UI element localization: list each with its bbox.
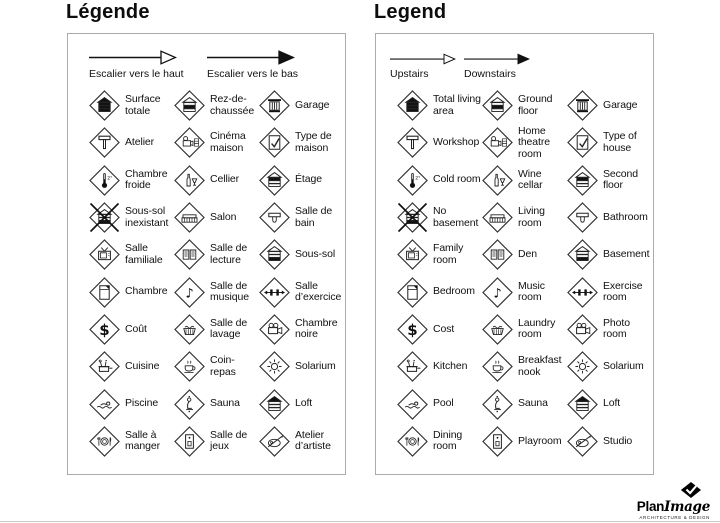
legend-item: [396, 348, 481, 385]
svg-text:♪: ♪: [185, 286, 194, 302]
stairs-arrow-label: Escalier vers le haut: [89, 68, 184, 80]
playroom-icon: [173, 425, 206, 458]
legend-item: [396, 273, 481, 310]
legend-item-label: Kitchen: [433, 359, 468, 372]
legend-item: [88, 162, 173, 199]
legend-item: [481, 273, 566, 310]
legend-item: [481, 385, 566, 422]
sauna-icon: [173, 388, 206, 421]
breakfast-nook-icon: [481, 350, 514, 383]
sauna-icon: [481, 388, 514, 421]
legend-item-label: Type of house: [603, 130, 637, 154]
cost-icon: [88, 313, 121, 346]
legend-item: [258, 385, 343, 422]
home-theatre-icon: [173, 126, 206, 159]
svg-text:2°: 2°: [415, 176, 421, 182]
loft-icon: [566, 388, 599, 421]
legend-item: [88, 87, 173, 124]
legend-panel-french: [67, 33, 346, 475]
planimage-diamond-check-icon: [678, 482, 702, 500]
legend-item: [481, 199, 566, 236]
legend-item: [396, 199, 481, 236]
legend-item: [566, 162, 651, 199]
legend-item-label: Dining room: [433, 428, 463, 453]
legend-item-label: Cellier: [210, 173, 240, 186]
legend-item-label: Chambre froide: [125, 167, 168, 192]
legend-grid-french: [88, 87, 343, 460]
legend-item-label: Home theatre room: [518, 124, 550, 160]
legend-item: [396, 162, 481, 199]
solarium-icon: [566, 350, 599, 383]
arrow-open-icon: [390, 52, 456, 66]
arrow-filled-icon: [207, 49, 298, 66]
stairs-arrow-item: [89, 49, 184, 80]
legend-item-label: Chambre: [125, 285, 168, 298]
legend-item-label: Photo room: [603, 316, 630, 341]
legend-item-label: Den: [518, 248, 537, 261]
legend-item: [566, 236, 651, 273]
legend-item: [88, 124, 173, 161]
no-basement-icon: [396, 201, 429, 234]
basement-icon: [566, 238, 599, 271]
legend-item: [258, 162, 343, 199]
legend-item-label: Salle de lecture: [210, 242, 248, 266]
legend-item: [566, 124, 651, 161]
legend-item-label: Total living area: [433, 93, 481, 117]
legend-item: [173, 199, 258, 236]
second-floor-icon: [258, 164, 291, 197]
legend-item-label: Loft: [603, 397, 621, 410]
planimage-wordmark: [637, 500, 710, 514]
legend-item-label: Solarium: [295, 359, 336, 372]
legend-item: [88, 348, 173, 385]
legend-item-label: Atelier d’artiste: [295, 428, 331, 453]
legend-item-label: Pool: [433, 397, 454, 410]
legend-item-label: Family room: [433, 242, 464, 266]
legend-item: [88, 385, 173, 422]
legend-item: [258, 124, 343, 161]
svg-text:♪: ♪: [493, 286, 502, 302]
legend-item-label: Sous-sol: [295, 248, 336, 261]
legend-item: [481, 162, 566, 199]
legend-item: [88, 273, 173, 310]
legend-item-label: Wine cellar: [518, 167, 543, 192]
stairs-arrow-item: [464, 49, 530, 80]
legend-item-label: Salon: [210, 210, 237, 223]
svg-text:2°: 2°: [107, 176, 113, 182]
legend-item: [481, 87, 566, 124]
legend-item-label: Cuisine: [125, 359, 160, 372]
legend-item-label: Bedroom: [433, 285, 475, 298]
laundry-room-icon: [481, 313, 514, 346]
garage-icon: [258, 89, 291, 122]
legend-item: [173, 162, 258, 199]
legend-item-label: Coût: [125, 322, 147, 335]
pool-icon: [88, 388, 121, 421]
legend-item: [173, 236, 258, 273]
type-of-house-icon: [566, 126, 599, 159]
playroom-icon: [481, 425, 514, 458]
legend-item-label: Coin-repas: [210, 354, 236, 378]
bedroom-icon: [396, 276, 429, 309]
legend-item: [258, 236, 343, 273]
legend-item-label: Sauna: [210, 397, 240, 410]
legend-item: [258, 311, 343, 348]
legend-item: [173, 385, 258, 422]
legend-item: [566, 311, 651, 348]
legend-item: [396, 124, 481, 161]
studio-icon: [258, 425, 291, 458]
legend-item-label: Bathroom: [603, 210, 648, 223]
photo-room-icon: [258, 313, 291, 346]
legend-item: [566, 199, 651, 236]
legend-item-label: Living room: [518, 205, 545, 229]
legend-item-label: Garage: [603, 98, 638, 111]
legend-item: [88, 236, 173, 273]
bathroom-icon: [258, 201, 291, 234]
legend-item: [173, 311, 258, 348]
ground-floor-icon: [481, 89, 514, 122]
legend-item: [566, 273, 651, 310]
family-room-icon: [396, 238, 429, 271]
legend-item: [88, 311, 173, 348]
dining-room-icon: [396, 425, 429, 458]
legend-item-label: Sous-sol inexistant: [125, 205, 169, 229]
stairs-arrow-label: Downstairs: [464, 68, 516, 80]
legend-item: [173, 423, 258, 460]
legend-item: [396, 311, 481, 348]
svg-text:$: $: [407, 320, 418, 339]
music-room-icon: [173, 276, 206, 309]
legend-item-label: Studio: [603, 434, 633, 447]
legend-item-label: Piscine: [125, 397, 159, 410]
cold-room-icon: [88, 164, 121, 197]
kitchen-icon: [396, 350, 429, 383]
kitchen-icon: [88, 350, 121, 383]
logo-plan-text: Plan: [636, 499, 665, 514]
solarium-icon: [258, 350, 291, 383]
page-bottom-rule: [0, 521, 720, 522]
page-title-english: Legend: [374, 1, 447, 23]
planimage-logo: [637, 482, 710, 520]
legend-item-label: Solarium: [603, 359, 644, 372]
legend-item: [258, 273, 343, 310]
workshop-icon: [396, 126, 429, 159]
legend-item-label: Cost: [433, 322, 455, 335]
legend-item: [258, 423, 343, 460]
total-area-icon: [396, 89, 429, 122]
stairs-arrow-label: Upstairs: [390, 68, 429, 80]
legend-item: [88, 199, 173, 236]
loft-icon: [258, 388, 291, 421]
total-area-icon: [88, 89, 121, 122]
breakfast-nook-icon: [173, 350, 206, 383]
page-title-french: Légende: [66, 1, 150, 23]
wine-cellar-icon: [481, 164, 514, 197]
laundry-room-icon: [173, 313, 206, 346]
legend-item-label: Breakfast nook: [518, 354, 562, 378]
second-floor-icon: [566, 164, 599, 197]
type-of-house-icon: [258, 126, 291, 159]
workshop-icon: [88, 126, 121, 159]
legend-item: [173, 87, 258, 124]
legend-item: [258, 199, 343, 236]
legend-item: [396, 87, 481, 124]
cost-icon: [396, 313, 429, 346]
stairs-arrow-item: [390, 49, 456, 80]
dining-room-icon: [88, 425, 121, 458]
legend-item-label: Salle à manger: [125, 428, 161, 453]
ground-floor-icon: [173, 89, 206, 122]
legend-item-label: Type de maison: [295, 130, 332, 154]
legend-item-label: Garage: [295, 98, 330, 111]
legend-item-label: Second floor: [603, 167, 639, 192]
garage-icon: [566, 89, 599, 122]
no-basement-icon: [88, 201, 121, 234]
arrow-open-icon: [89, 49, 184, 66]
legend-item: [481, 236, 566, 273]
legend-grid-english: [396, 87, 651, 460]
legend-item-label: Salle de musique: [210, 279, 249, 304]
legend-item: [173, 348, 258, 385]
music-room-icon: [481, 276, 514, 309]
legend-item: [258, 348, 343, 385]
legend-item: [566, 385, 651, 422]
legend-panel-english: [375, 33, 654, 475]
legend-item: [566, 423, 651, 460]
living-room-icon: [173, 201, 206, 234]
svg-text:$: $: [99, 320, 110, 339]
legend-item-label: Salle familiale: [125, 242, 163, 266]
family-room-icon: [88, 238, 121, 271]
legend-item-label: Atelier: [125, 136, 155, 149]
legend-item-label: Playroom: [518, 434, 562, 447]
legend-item-label: Cold room: [433, 173, 481, 186]
exercise-room-icon: [566, 276, 599, 309]
wine-cellar-icon: [173, 164, 206, 197]
living-room-icon: [481, 201, 514, 234]
bathroom-icon: [566, 201, 599, 234]
legend-item-label: Workshop: [433, 136, 480, 149]
legend-item-label: Sauna: [518, 397, 548, 410]
legend-item-label: Salle de bain: [295, 205, 333, 229]
arrow-filled-icon: [464, 52, 530, 66]
legend-item-label: Cinéma maison: [210, 130, 246, 154]
legend-item-label: Loft: [295, 397, 313, 410]
legend-item-label: Music room: [518, 279, 545, 304]
legend-item-label: Salle de lavage: [210, 316, 248, 341]
legend-item-label: Exercise room: [603, 279, 643, 304]
studio-icon: [566, 425, 599, 458]
legend-item: [396, 236, 481, 273]
legend-item: [481, 311, 566, 348]
exercise-room-icon: [258, 276, 291, 309]
legend-item: [566, 87, 651, 124]
stairs-arrow-item: [207, 49, 298, 80]
legend-item: [173, 273, 258, 310]
legend-item: [258, 87, 343, 124]
legend-item-label: Étage: [295, 173, 322, 186]
legend-item: [481, 423, 566, 460]
legend-item: [566, 348, 651, 385]
legend-item: [481, 124, 566, 161]
bedroom-icon: [88, 276, 121, 309]
legend-item: [396, 423, 481, 460]
legend-item-label: No basement: [433, 205, 479, 229]
pool-icon: [396, 388, 429, 421]
legend-item-label: Rez-de-chaussée: [210, 93, 255, 117]
legend-item-label: Chambre noire: [295, 316, 338, 341]
home-theatre-icon: [481, 126, 514, 159]
legend-item-label: Surface totale: [125, 93, 161, 117]
stairs-arrow-label: Escalier vers le bas: [207, 68, 299, 80]
logo-image-text: Image: [664, 499, 710, 515]
legend-item-label: Basement: [603, 248, 650, 261]
legend-item: [173, 124, 258, 161]
den-icon: [173, 238, 206, 271]
legend-item: [88, 423, 173, 460]
cold-room-icon: [396, 164, 429, 197]
logo-tagline: ARCHITECTURE & DESIGN: [639, 515, 710, 520]
den-icon: [481, 238, 514, 271]
legend-item: [481, 348, 566, 385]
legend-item-label: Laundry room: [518, 316, 556, 341]
legend-item-label: Ground floor: [518, 93, 553, 117]
legend-item-label: Salle d’exercice: [295, 279, 342, 304]
legend-item: [396, 385, 481, 422]
photo-room-icon: [566, 313, 599, 346]
basement-icon: [258, 238, 291, 271]
legend-item-label: Salle de jeux: [210, 428, 248, 453]
